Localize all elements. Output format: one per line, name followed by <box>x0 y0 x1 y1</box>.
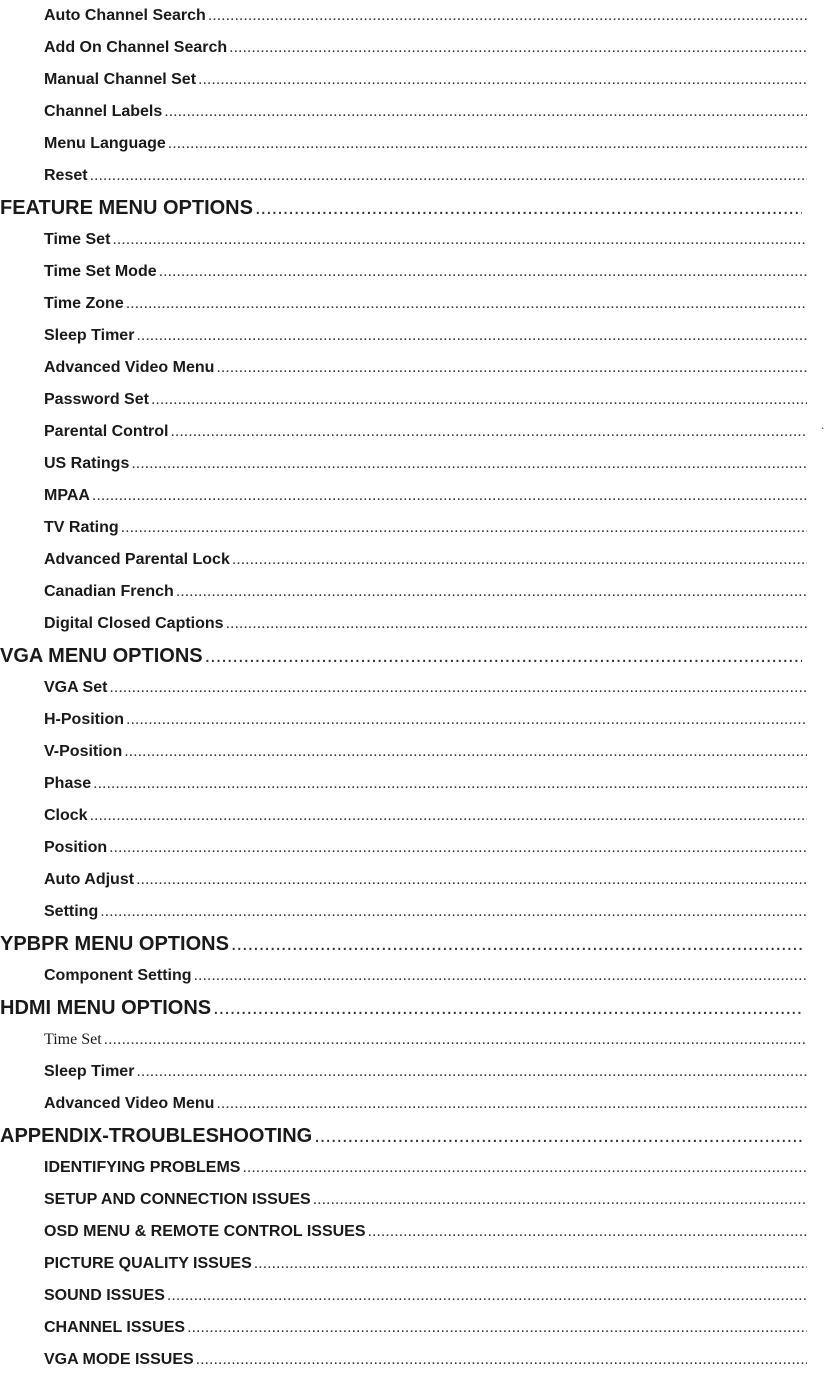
dot-leader <box>314 1120 802 1152</box>
toc-entry-label: YPBPR MENU OPTIONS <box>0 933 229 955</box>
dot-leader <box>136 864 807 896</box>
toc-entry-label: Parental Control <box>44 423 169 440</box>
dot-leader <box>368 1216 807 1248</box>
dot-leader <box>187 1312 807 1344</box>
toc-entry-label: Time Set <box>44 1031 102 1048</box>
dot-leader <box>126 288 807 320</box>
toc-entry-label: Menu Language <box>44 135 166 152</box>
toc-entry-label: Clock <box>44 807 88 824</box>
dot-leader <box>216 352 807 384</box>
dot-leader <box>90 160 807 192</box>
toc-entry-label: Setting <box>44 903 99 920</box>
toc-entry-label: FEATURE MENU OPTIONS <box>0 197 253 219</box>
dot-leader <box>213 992 802 1024</box>
dot-leader <box>231 928 802 960</box>
toc-section-heading[interactable] <box>0 1120 802 1152</box>
toc-entry[interactable] <box>0 128 807 160</box>
toc-entry-label: Sleep Timer <box>44 1063 135 1080</box>
dot-leader <box>167 1280 807 1312</box>
toc-entry[interactable] <box>0 832 807 864</box>
toc-entry[interactable] <box>0 64 807 96</box>
toc-entry-label: VGA MODE ISSUES <box>44 1351 194 1368</box>
toc-entry-label: Time Zone <box>44 295 124 312</box>
toc-entry[interactable] <box>0 1344 807 1376</box>
toc-entry[interactable] <box>0 480 807 512</box>
dot-leader <box>100 896 807 928</box>
toc-entry[interactable] <box>0 1056 807 1088</box>
toc-section-heading[interactable] <box>0 192 802 224</box>
toc-entry-label: Sleep Timer <box>44 327 135 344</box>
toc-entry[interactable] <box>0 288 807 320</box>
dot-leader <box>242 1152 807 1184</box>
toc-entry-label: CHANNEL ISSUES <box>44 1319 186 1336</box>
toc-entry[interactable] <box>0 1280 807 1312</box>
toc-entry[interactable] <box>0 1184 807 1216</box>
toc-entry-label: HDMI MENU OPTIONS <box>0 997 212 1019</box>
toc-entry[interactable] <box>0 1216 807 1248</box>
dot-leader <box>226 608 807 640</box>
toc-entry-label: Advanced Video Menu <box>44 1095 215 1112</box>
toc-entry-label: VGA Set <box>44 679 108 696</box>
toc-entry[interactable] <box>0 384 807 416</box>
toc-entry-label: Digital Closed Captions <box>44 615 224 632</box>
toc-entry[interactable] <box>0 320 807 352</box>
dot-leader <box>136 320 807 352</box>
toc-entry-label: H-Position <box>44 711 124 728</box>
toc-entry-label: Time Set Mode <box>44 263 157 280</box>
toc-entry-label: Add On Channel Search <box>44 39 228 56</box>
toc-entry[interactable] <box>0 416 807 448</box>
dot-leader <box>229 32 807 64</box>
toc-entry-label: Position <box>44 839 108 856</box>
toc-entry-label: VGA MENU OPTIONS <box>0 645 203 667</box>
dot-leader <box>90 800 807 832</box>
dot-leader <box>205 640 802 672</box>
toc-entry[interactable] <box>0 1248 807 1280</box>
dot-leader <box>93 768 807 800</box>
toc-entry[interactable] <box>0 544 807 576</box>
toc-entry[interactable] <box>0 1152 807 1184</box>
toc-entry-label: Phase <box>44 775 92 792</box>
toc-section-heading[interactable] <box>0 928 802 960</box>
toc-entry[interactable] <box>0 256 807 288</box>
toc-entry-label: TV Rating <box>44 519 119 536</box>
toc-entry-label: Component Setting <box>44 967 192 984</box>
toc-entry[interactable] <box>0 768 807 800</box>
toc-entry-label: Auto Channel Search <box>44 7 206 24</box>
toc-entry[interactable] <box>0 576 807 608</box>
dot-leader <box>198 64 807 96</box>
toc-section-heading[interactable] <box>0 640 802 672</box>
dot-leader <box>232 544 807 576</box>
dot-leader <box>255 192 802 224</box>
dot-leader <box>176 576 807 608</box>
dot-leader <box>313 1184 807 1216</box>
toc-entry-label: V-Position <box>44 743 123 760</box>
toc-entry-label: US Ratings <box>44 455 130 472</box>
dot-leader <box>196 1344 807 1376</box>
dot-leader <box>168 128 807 160</box>
dot-leader <box>109 832 807 864</box>
dot-leader <box>104 1024 807 1056</box>
toc-entry[interactable] <box>0 224 807 256</box>
toc-entry[interactable] <box>0 704 807 736</box>
toc-entry[interactable] <box>0 960 807 992</box>
dot-leader <box>194 960 807 992</box>
toc-entry-label: Advanced Parental Lock <box>44 551 230 568</box>
toc-entry-label: MPAA <box>44 487 90 504</box>
toc-entry[interactable] <box>0 32 807 64</box>
toc-entry[interactable] <box>0 448 807 480</box>
dot-leader <box>216 1088 807 1120</box>
toc-entry-label: OSD MENU & REMOTE CONTROL ISSUES <box>44 1223 366 1240</box>
toc-entry[interactable] <box>0 608 807 640</box>
toc-entry-label: SOUND ISSUES <box>44 1287 165 1304</box>
toc-entry-label: Manual Channel Set <box>44 71 197 88</box>
toc-entry-label: Auto Adjust <box>44 871 135 888</box>
dot-leader <box>131 448 807 480</box>
dot-leader <box>136 1056 807 1088</box>
dot-leader <box>126 704 807 736</box>
dot-leader <box>159 256 807 288</box>
toc-entry[interactable] <box>0 160 807 192</box>
toc-section-heading[interactable] <box>0 992 802 1024</box>
toc-entry[interactable] <box>0 1024 807 1056</box>
dot-leader <box>109 672 807 704</box>
toc-entry[interactable] <box>0 352 807 384</box>
dot-leader <box>151 384 807 416</box>
dot-leader <box>124 736 807 768</box>
dot-leader <box>208 0 807 32</box>
toc-entry-label: SETUP AND CONNECTION ISSUES <box>44 1191 311 1208</box>
toc-entry-label: Reset <box>44 167 88 184</box>
toc-entry[interactable] <box>0 800 807 832</box>
dot-leader <box>92 480 807 512</box>
toc-entry-label: APPENDIX-TROUBLESHOOTING <box>0 1125 313 1147</box>
dot-leader <box>164 96 807 128</box>
toc-entry-label: PICTURE QUALITY ISSUES <box>44 1255 252 1272</box>
toc-entry[interactable] <box>0 96 807 128</box>
toc-entry[interactable] <box>0 0 807 32</box>
toc-entry[interactable] <box>0 512 807 544</box>
toc-entry[interactable] <box>0 1312 807 1344</box>
dot-leader <box>121 512 807 544</box>
toc-entry-label: Time Set <box>44 231 111 248</box>
toc-entry-label: Canadian French <box>44 583 174 600</box>
dot-leader <box>112 224 807 256</box>
toc-entry[interactable] <box>0 864 807 896</box>
dot-leader <box>170 416 807 448</box>
toc-entry-label: Advanced Video Menu <box>44 359 215 376</box>
toc-entry-label: IDENTIFYING PROBLEMS <box>44 1159 241 1176</box>
dot-leader <box>254 1248 807 1280</box>
toc-entry-label: Channel Labels <box>44 103 163 120</box>
toc-entry[interactable] <box>0 736 807 768</box>
toc-entry[interactable] <box>0 672 807 704</box>
stray-mark: . <box>821 418 825 432</box>
toc-entry[interactable] <box>0 896 807 928</box>
toc-entry[interactable] <box>0 1088 807 1120</box>
toc-entry-label: Password Set <box>44 391 149 408</box>
